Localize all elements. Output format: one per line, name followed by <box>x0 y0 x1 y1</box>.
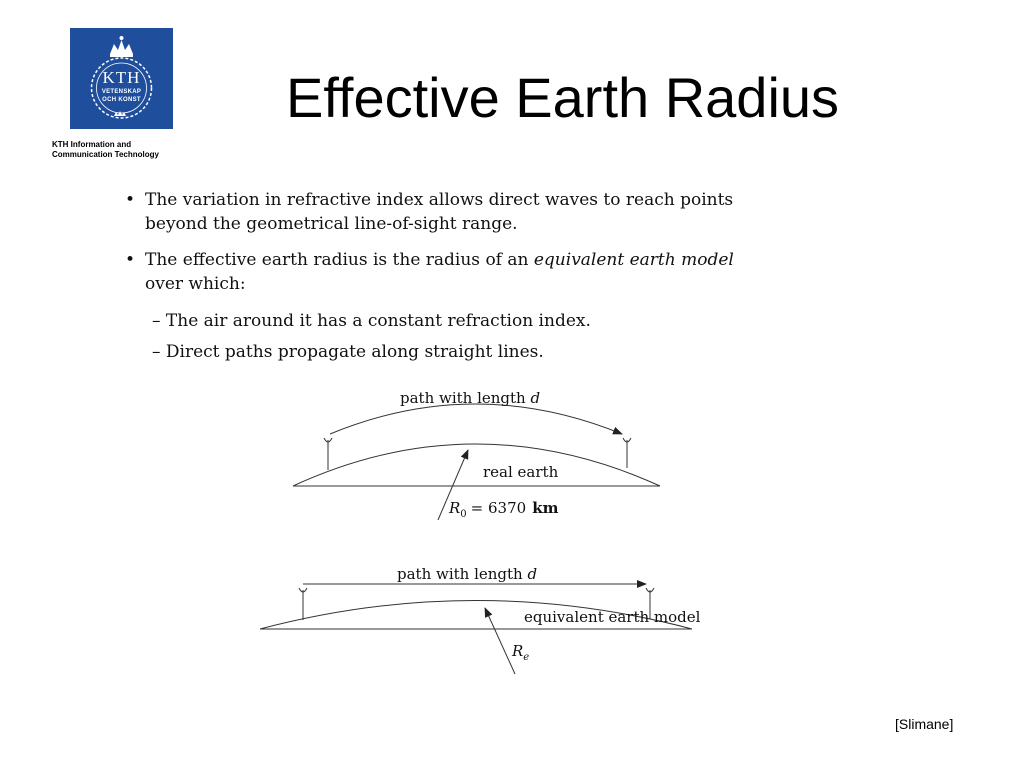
radius-arrow-equivalent <box>485 608 515 674</box>
radius-equivalent-label: $R_e$ <box>512 642 530 663</box>
bullet-2-line2: over which: <box>145 274 246 294</box>
logo-kth-text: KTH <box>102 68 141 87</box>
slide-title: Effective Earth Radius <box>286 66 840 129</box>
real-earth-surface <box>293 444 660 486</box>
bottom-path-label: path with length d <box>397 565 538 583</box>
real-earth-diagram <box>293 389 660 520</box>
logo-line1: VETENSKAP <box>101 89 142 95</box>
bullet-1-line2: beyond the geometrical line-of-sight range. <box>145 214 518 234</box>
equivalent-earth-label: equivalent earth model <box>524 608 701 626</box>
org-line1: KTH Information and <box>52 140 132 149</box>
bullet-2-text: The effective earth radius is the radius of an <box>145 250 534 270</box>
radius-real-label: $R_0 = 6370$ km <box>449 499 559 520</box>
subbullet-marker: – <box>152 311 161 331</box>
bullet-1-line1: The variation in refractive index allows direct waves to reach points <box>145 190 734 210</box>
subbullet-1-text: The air around it has a constant refraction index. <box>165 311 591 331</box>
curved-path-arrow <box>330 404 622 434</box>
org-line2: Communication Technology <box>52 150 159 159</box>
equivalent-earth-diagram <box>260 565 701 674</box>
logo-line2: OCH KONST <box>102 97 141 103</box>
source-credit: [Slimane] <box>895 716 954 732</box>
bullet-marker: • <box>125 190 136 210</box>
subbullet-2-text: Direct paths propagate along straight lines. <box>165 342 544 362</box>
subbullet-marker: – <box>152 342 161 362</box>
top-path-label: path with length d <box>400 389 541 407</box>
bullet-2-emphasis: equivalent earth model <box>533 250 734 270</box>
real-earth-label: real earth <box>483 463 559 481</box>
bullet-marker: • <box>125 250 136 270</box>
